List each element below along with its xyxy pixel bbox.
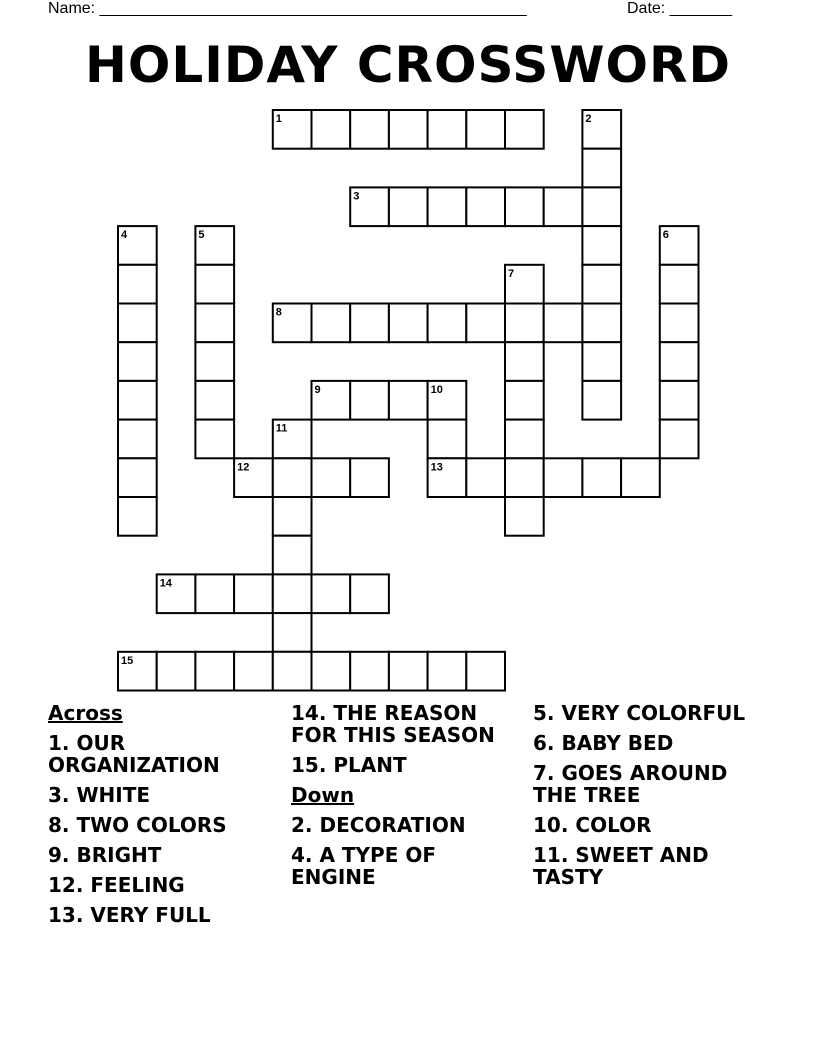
clue-across-3: 3. WHITE bbox=[48, 783, 151, 807]
grid-cell[interactable] bbox=[273, 574, 312, 613]
grid-cell[interactable] bbox=[118, 265, 157, 304]
grid-cell-box[interactable] bbox=[660, 420, 699, 459]
clue-number: 15 bbox=[121, 654, 134, 667]
grid-cell-box[interactable] bbox=[273, 458, 312, 497]
grid-cell-box[interactable] bbox=[350, 574, 389, 613]
grid-cell-box[interactable] bbox=[428, 187, 467, 226]
grid-cell-box[interactable] bbox=[466, 652, 505, 691]
clue-down-4: 4. A TYPE OF ENGINE bbox=[291, 843, 436, 889]
clue-down-6: 6. BABY BED bbox=[533, 731, 674, 755]
grid-cell[interactable] bbox=[621, 458, 660, 497]
clue-number: 2 bbox=[585, 113, 592, 125]
grid-cell[interactable] bbox=[582, 226, 621, 265]
grid-cell[interactable] bbox=[118, 652, 157, 691]
grid-cell-box[interactable] bbox=[505, 420, 544, 459]
grid-cell[interactable] bbox=[350, 304, 389, 343]
clue-number: 4 bbox=[121, 229, 128, 242]
grid-cell-box[interactable] bbox=[582, 458, 621, 497]
grid-cell-box[interactable] bbox=[466, 458, 505, 497]
clue-number: 3 bbox=[353, 190, 360, 203]
clue-down-10: 10. COLOR bbox=[533, 813, 652, 837]
clues-column-3 bbox=[533, 702, 763, 896]
grid-cell[interactable] bbox=[312, 574, 351, 613]
grid-cell-box[interactable] bbox=[118, 497, 157, 536]
grid-cell[interactable] bbox=[118, 420, 157, 459]
grid-cell-box[interactable] bbox=[350, 652, 389, 691]
grid-cell[interactable] bbox=[582, 342, 621, 381]
grid-cell[interactable] bbox=[389, 304, 428, 343]
grid-cell[interactable] bbox=[195, 652, 234, 691]
grid-cell[interactable] bbox=[350, 381, 389, 420]
grid-cell-box[interactable] bbox=[428, 304, 467, 343]
clue-number: 13 bbox=[430, 461, 443, 474]
grid-cell-box[interactable] bbox=[582, 342, 621, 381]
grid-cell-box[interactable] bbox=[350, 304, 389, 343]
clue-across-12: 12. FEELING bbox=[48, 873, 185, 897]
grid-cell[interactable] bbox=[195, 342, 234, 381]
grid-cell-box[interactable] bbox=[660, 381, 699, 420]
clue-number: 8 bbox=[275, 306, 282, 319]
clue-number: 14 bbox=[159, 577, 172, 590]
grid-cell[interactable] bbox=[350, 574, 389, 613]
clue-number: 9 bbox=[314, 383, 321, 396]
grid-cell[interactable] bbox=[157, 574, 196, 613]
grid-cell-box[interactable] bbox=[621, 458, 660, 497]
clue-across-8: 8. TWO COLORS bbox=[48, 813, 227, 837]
grid-cell[interactable] bbox=[544, 458, 583, 497]
grid-cell-box[interactable] bbox=[118, 381, 157, 420]
clue-across-1: 1. OUR ORGANIZATION bbox=[48, 731, 220, 777]
grid-cell-box[interactable] bbox=[389, 304, 428, 343]
grid-cell[interactable] bbox=[505, 304, 544, 343]
grid-cell[interactable] bbox=[350, 187, 389, 226]
grid-cell[interactable] bbox=[195, 226, 234, 265]
grid-cell-box[interactable] bbox=[118, 342, 157, 381]
grid-cell[interactable] bbox=[505, 381, 544, 420]
grid-cell-box[interactable] bbox=[195, 381, 234, 420]
grid-cell[interactable] bbox=[466, 187, 505, 226]
grid-cell[interactable] bbox=[505, 187, 544, 226]
name-field-label: Name: ________________________________________________ bbox=[48, 0, 527, 17]
date-field-label: Date: _______ bbox=[627, 0, 732, 17]
grid-cell-box[interactable] bbox=[273, 536, 312, 575]
grid-cell[interactable] bbox=[428, 110, 467, 149]
clue-across-9: 9. BRIGHT bbox=[48, 843, 162, 867]
grid-cell-box[interactable] bbox=[660, 265, 699, 304]
grid-cell-box[interactable] bbox=[195, 304, 234, 343]
grid-cell-box[interactable] bbox=[582, 187, 621, 226]
grid-cell[interactable] bbox=[428, 652, 467, 691]
grid-cell[interactable] bbox=[660, 226, 699, 265]
grid-cell[interactable] bbox=[660, 381, 699, 420]
grid-cell-box[interactable] bbox=[505, 304, 544, 343]
clue-down-7: 7. GOES AROUND THE TREE bbox=[533, 761, 728, 807]
grid-cell-box[interactable] bbox=[505, 381, 544, 420]
grid-cell-box[interactable] bbox=[466, 187, 505, 226]
grid-cell[interactable] bbox=[428, 304, 467, 343]
grid-cell[interactable] bbox=[312, 381, 351, 420]
grid-cell[interactable] bbox=[389, 110, 428, 149]
grid-cell-box[interactable] bbox=[195, 420, 234, 459]
grid-cell[interactable] bbox=[505, 265, 544, 304]
clue-number: 6 bbox=[662, 229, 669, 242]
grid-cell[interactable] bbox=[660, 304, 699, 343]
grid-cell[interactable] bbox=[234, 652, 273, 691]
grid-cell[interactable] bbox=[234, 574, 273, 613]
grid-cell-box[interactable] bbox=[544, 304, 583, 343]
grid-cell[interactable] bbox=[273, 652, 312, 691]
grid-cell-box[interactable] bbox=[389, 652, 428, 691]
grid-cell-box[interactable] bbox=[544, 187, 583, 226]
grid-cell[interactable] bbox=[505, 110, 544, 149]
grid-cell[interactable] bbox=[350, 652, 389, 691]
grid-cell[interactable] bbox=[389, 652, 428, 691]
grid-cell-box[interactable] bbox=[312, 458, 351, 497]
grid-cell[interactable] bbox=[428, 381, 467, 420]
grid-cell[interactable] bbox=[118, 304, 157, 343]
clue-across-15: 15. PLANT bbox=[291, 753, 407, 777]
grid-cell[interactable] bbox=[273, 304, 312, 343]
grid-cell[interactable] bbox=[118, 226, 157, 265]
grid-cell-box[interactable] bbox=[118, 420, 157, 459]
grid-cell-box[interactable] bbox=[312, 110, 351, 149]
grid-cell-box[interactable] bbox=[350, 381, 389, 420]
grid-cell-box[interactable] bbox=[234, 574, 273, 613]
grid-cell-box[interactable] bbox=[428, 110, 467, 149]
grid-cell-box[interactable] bbox=[273, 574, 312, 613]
grid-cell-box[interactable] bbox=[466, 304, 505, 343]
grid-cell[interactable] bbox=[466, 458, 505, 497]
grid-cell-box[interactable] bbox=[312, 304, 351, 343]
grid-cell[interactable] bbox=[428, 187, 467, 226]
grid-cell[interactable] bbox=[273, 536, 312, 575]
grid-cell[interactable] bbox=[389, 187, 428, 226]
clue-down-5: 5. VERY COLORFUL bbox=[533, 701, 746, 725]
down-heading: Down bbox=[291, 783, 355, 807]
grid-cell[interactable] bbox=[312, 652, 351, 691]
grid-cell-box[interactable] bbox=[273, 613, 312, 652]
clue-across-14: 14. THE REASON FOR THIS SEASON bbox=[291, 701, 495, 747]
grid-cell[interactable] bbox=[273, 613, 312, 652]
grid-cell[interactable] bbox=[195, 420, 234, 459]
grid-cell[interactable] bbox=[118, 458, 157, 497]
grid-cell[interactable] bbox=[350, 110, 389, 149]
grid-cell[interactable] bbox=[195, 265, 234, 304]
clue-across-13: 13. VERY FULL bbox=[48, 903, 211, 927]
grid-cell[interactable] bbox=[544, 304, 583, 343]
across-heading: Across bbox=[48, 701, 123, 725]
grid-cell-box[interactable] bbox=[234, 652, 273, 691]
clue-down-11: 11. SWEET AND TASTY bbox=[533, 843, 709, 889]
grid-cell-box[interactable] bbox=[466, 110, 505, 149]
grid-cell-box[interactable] bbox=[312, 574, 351, 613]
grid-cell[interactable] bbox=[428, 458, 467, 497]
clue-number: 1 bbox=[275, 113, 282, 125]
grid-cell-box[interactable] bbox=[157, 652, 196, 691]
grid-cell-box[interactable] bbox=[273, 652, 312, 691]
grid-cell-box[interactable] bbox=[389, 381, 428, 420]
grid-cell[interactable] bbox=[234, 458, 273, 497]
grid-cell[interactable] bbox=[195, 304, 234, 343]
clue-down-2: 2. DECORATION bbox=[291, 813, 466, 837]
grid-cell[interactable] bbox=[157, 652, 196, 691]
grid-cell[interactable] bbox=[582, 265, 621, 304]
grid-cell-box[interactable] bbox=[582, 149, 621, 188]
clue-number: 7 bbox=[508, 267, 515, 280]
grid-cell[interactable] bbox=[544, 187, 583, 226]
grid-cell-box[interactable] bbox=[118, 265, 157, 304]
grid-cell[interactable] bbox=[582, 149, 621, 188]
grid-cell[interactable] bbox=[273, 497, 312, 536]
grid-cell-box[interactable] bbox=[544, 458, 583, 497]
grid-cell[interactable] bbox=[582, 458, 621, 497]
grid-cell[interactable] bbox=[660, 420, 699, 459]
grid-cell[interactable] bbox=[505, 458, 544, 497]
grid-cell-box[interactable] bbox=[505, 110, 544, 149]
grid-cell[interactable] bbox=[660, 342, 699, 381]
grid-cell-box[interactable] bbox=[660, 342, 699, 381]
grid-cell-box[interactable] bbox=[582, 226, 621, 265]
clue-number: 5 bbox=[198, 229, 205, 242]
grid-cell[interactable] bbox=[273, 110, 312, 149]
clue-number: 10 bbox=[430, 383, 443, 396]
grid-cell[interactable] bbox=[582, 304, 621, 343]
grid-cell-box[interactable] bbox=[582, 304, 621, 343]
grid-cell-box[interactable] bbox=[428, 420, 467, 459]
grid-cell[interactable] bbox=[118, 381, 157, 420]
grid-cell-box[interactable] bbox=[118, 304, 157, 343]
grid-cell[interactable] bbox=[466, 110, 505, 149]
grid-cell[interactable] bbox=[582, 187, 621, 226]
grid-cell-box[interactable] bbox=[505, 342, 544, 381]
grid-cell-box[interactable] bbox=[195, 265, 234, 304]
clues-column-2 bbox=[291, 702, 521, 896]
clue-number: 11 bbox=[275, 422, 288, 435]
clues-column-1 bbox=[48, 702, 278, 934]
grid-cell[interactable] bbox=[466, 304, 505, 343]
grid-cell-box[interactable] bbox=[195, 652, 234, 691]
grid-cell-box[interactable] bbox=[350, 110, 389, 149]
grid-cell-box[interactable] bbox=[428, 652, 467, 691]
grid-cell[interactable] bbox=[505, 497, 544, 536]
grid-cell-box[interactable] bbox=[195, 342, 234, 381]
grid-cell[interactable] bbox=[505, 342, 544, 381]
grid-cell[interactable] bbox=[312, 458, 351, 497]
page-title: HOLIDAY CROSSWORD bbox=[85, 36, 731, 94]
grid-cell-box[interactable] bbox=[389, 187, 428, 226]
grid-cell-box[interactable] bbox=[389, 110, 428, 149]
grid-cell-box[interactable] bbox=[505, 187, 544, 226]
grid-cell-box[interactable] bbox=[312, 652, 351, 691]
grid-cell-box[interactable] bbox=[660, 304, 699, 343]
grid-cell[interactable] bbox=[273, 420, 312, 459]
grid-cell-box[interactable] bbox=[582, 265, 621, 304]
grid-cell-box[interactable] bbox=[505, 497, 544, 536]
grid-cell-box[interactable] bbox=[505, 458, 544, 497]
grid-cell[interactable] bbox=[312, 110, 351, 149]
grid-cell[interactable] bbox=[505, 420, 544, 459]
clue-number: 12 bbox=[237, 461, 250, 474]
grid-cell[interactable] bbox=[660, 265, 699, 304]
grid-cell[interactable] bbox=[195, 574, 234, 613]
grid-cell-box[interactable] bbox=[273, 497, 312, 536]
grid-cell-box[interactable] bbox=[195, 574, 234, 613]
grid-cell[interactable] bbox=[312, 304, 351, 343]
grid-cell-box[interactable] bbox=[350, 458, 389, 497]
grid-cell[interactable] bbox=[582, 110, 621, 149]
grid-cell[interactable] bbox=[466, 652, 505, 691]
grid-cell[interactable] bbox=[273, 458, 312, 497]
grid-cell[interactable] bbox=[582, 381, 621, 420]
grid-cell[interactable] bbox=[118, 342, 157, 381]
grid-cell[interactable] bbox=[389, 381, 428, 420]
grid-cell[interactable] bbox=[195, 381, 234, 420]
grid-cell-box[interactable] bbox=[582, 381, 621, 420]
grid-cell[interactable] bbox=[118, 497, 157, 536]
grid-cell-box[interactable] bbox=[118, 458, 157, 497]
grid-cell[interactable] bbox=[350, 458, 389, 497]
grid-cell[interactable] bbox=[428, 420, 467, 459]
